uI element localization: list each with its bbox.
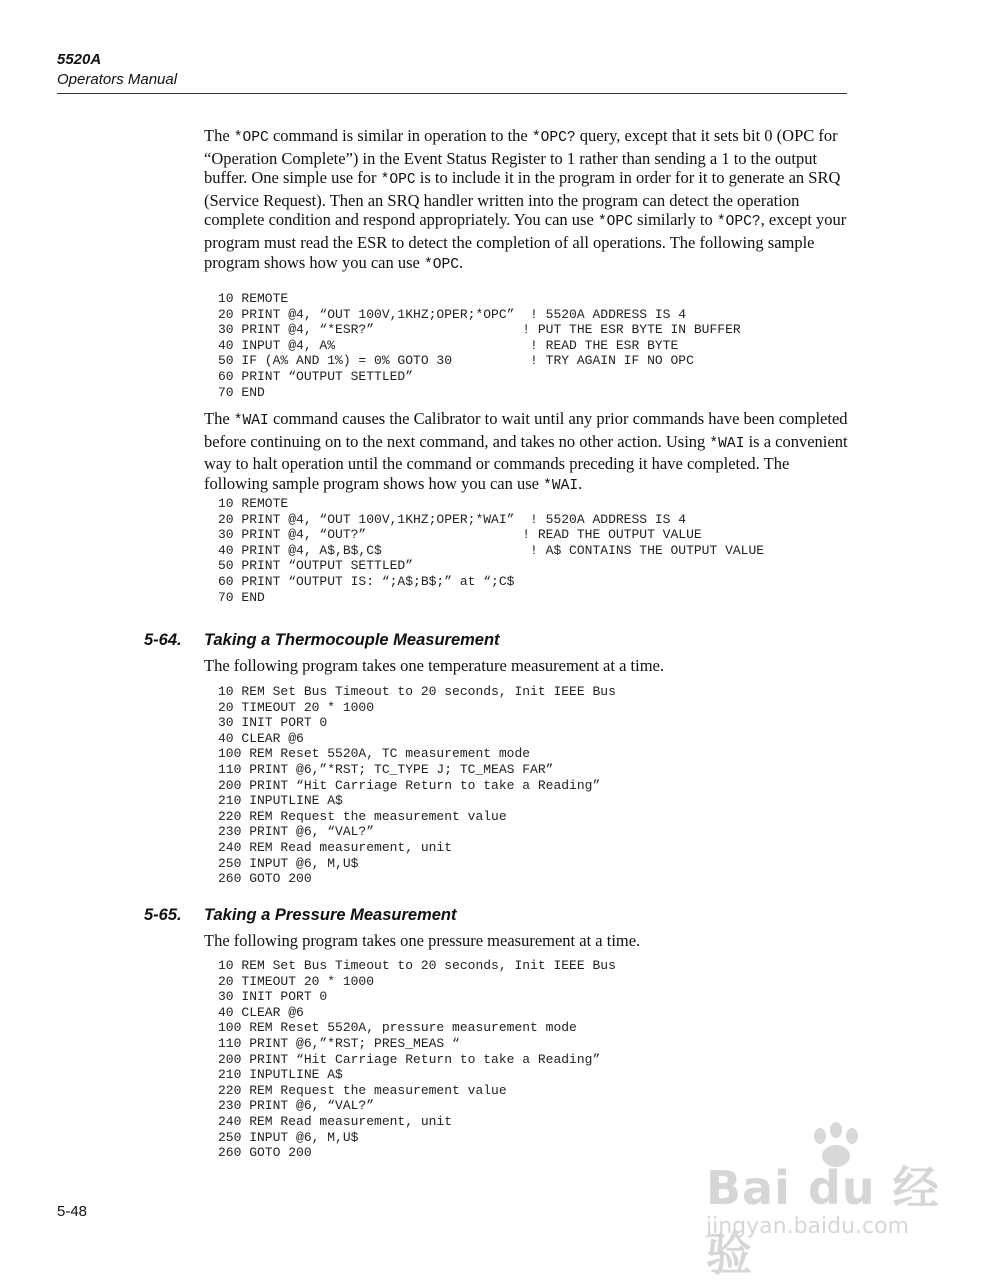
code-line: 20 TIMEOUT 20 * 1000 — [218, 699, 375, 715]
text-run: command causes the Calibrator to wait until any prior commands have been completed before continuing on to the next command, and takes no other action. Using — [204, 409, 848, 451]
text-run: command is similar in operation to the — [268, 126, 532, 145]
text-run: is a convenient way to halt operation until the command or commands preceding it have completed. The following sample program shows how you can use — [204, 431, 848, 493]
code-line: 100 REM Reset 5520A, TC measurement mode — [218, 746, 531, 762]
text-run: . — [578, 473, 583, 493]
text-run: , except your program must read the ESR to detect the completion of all operations. The following sample program shows how you can use — [204, 210, 847, 272]
code-line: 30 PRINT @4, “OUT?” ! READ THE OUTPUT VALUE — [218, 527, 702, 543]
code-line: 30 INIT PORT 0 — [218, 989, 328, 1005]
inline-code: *OPC — [380, 172, 416, 189]
inline-code: *OPC — [597, 214, 633, 231]
section-heading-5-65 — [144, 905, 457, 925]
inline-code: *WAI — [233, 413, 269, 429]
code-line: 230 PRINT @6, “VAL?” — [218, 824, 375, 840]
code-line: 210 INPUTLINE A$ — [218, 793, 343, 809]
code-line: 220 REM Request the measurement value — [218, 808, 507, 824]
inline-code: *OPC — [423, 256, 459, 273]
code-line: 250 INPUT @6, M,U$ — [218, 855, 359, 871]
code-line: 240 REM Read measurement, unit — [218, 1113, 453, 1129]
thermocouple-code-block — [218, 684, 616, 887]
code-line: 210 INPUTLINE A$ — [218, 1067, 343, 1083]
inline-code: *WAI — [543, 477, 579, 494]
code-line: 40 PRINT @4, A$,B$,C$ ! A$ CONTAINS THE OUTPUT VALUE — [218, 542, 765, 558]
watermark-brand: Bai du 经验 — [706, 1161, 940, 1281]
watermark-url: jingyan.baidu.com — [706, 1214, 910, 1239]
page-header — [57, 50, 177, 90]
code-line: 260 GOTO 200 — [218, 871, 312, 887]
code-line: 20 PRINT @4, “OUT 100V,1KHZ;OPER;*WAI” ! 5520A ADDRESS IS 4 — [218, 511, 687, 527]
text-run: is to include it in the program in order for it to generate an SRQ (Service Request). Then an SRQ handler written into the program can detect the operation complete condition and respond appropriately. You can use — [204, 168, 841, 230]
code-line: 70 END — [218, 384, 265, 400]
inline-code: *WAI — [709, 435, 745, 452]
header-model: 5520A — [57, 51, 102, 68]
text-run: The — [204, 126, 234, 145]
section-5-65-intro: The following program takes one pressure measurement at a time. — [204, 931, 641, 950]
code-line: 10 REM Set Bus Timeout to 20 seconds, Init IEEE Bus — [218, 684, 616, 699]
text-run: . — [459, 252, 464, 272]
code-line: 10 REMOTE — [218, 496, 289, 511]
section-title: Taking a Pressure Measurement — [204, 906, 457, 924]
text-run: query, except that it sets bit 0 (OPC for “Operation Complete”) in the Event Status Register to 1 rather than sending a 1 to the output buffer. One simple use for — [204, 126, 838, 188]
code-line: 40 CLEAR @6 — [218, 1004, 304, 1020]
code-line: 30 INIT PORT 0 — [218, 715, 328, 731]
code-line: 110 PRINT @6,”*RST; TC_TYPE J; TC_MEAS FAR” — [218, 761, 554, 777]
code-line: 50 PRINT “OUTPUT SETTLED” — [218, 558, 414, 574]
section-heading-5-64 — [144, 630, 500, 650]
header-manual-title: Operators Manual — [57, 71, 178, 88]
code-line: 200 PRINT “Hit Carriage Return to take a Reading” — [218, 777, 601, 793]
pressure-code-block — [218, 958, 616, 1161]
section-number: 5-64. — [144, 631, 182, 649]
code-line: 200 PRINT “Hit Carriage Return to take a Reading” — [218, 1051, 601, 1067]
code-line: 50 IF (A% AND 1%) = 0% GOTO 30 ! TRY AGAIN IF NO OPC — [218, 353, 694, 369]
code-line: 40 CLEAR @6 — [218, 730, 304, 746]
wai-paragraph — [204, 409, 854, 496]
code-line: 260 GOTO 200 — [218, 1145, 312, 1161]
header-rule — [57, 93, 847, 94]
code-line: 70 END — [218, 589, 265, 605]
opc-paragraph — [204, 126, 854, 275]
page-number: 5-48 — [57, 1203, 88, 1220]
code-line: 30 PRINT @4, “*ESR?” ! PUT THE ESR BYTE IN BUFFER — [218, 322, 741, 338]
text-run: similarly to — [632, 210, 717, 230]
wai-code-block — [218, 496, 764, 605]
code-line: 230 PRINT @6, “VAL?” — [218, 1098, 375, 1114]
text-run: The — [204, 409, 234, 428]
section-number: 5-65. — [144, 906, 182, 924]
inline-code: *OPC? — [716, 214, 761, 231]
code-line: 10 REM Set Bus Timeout to 20 seconds, Init IEEE Bus — [218, 958, 616, 973]
code-line: 100 REM Reset 5520A, pressure measurement mode — [218, 1020, 577, 1036]
section-title: Taking a Thermocouple Measurement — [204, 631, 500, 649]
inline-code: *OPC — [233, 130, 269, 146]
code-line: 20 TIMEOUT 20 * 1000 — [218, 973, 375, 989]
code-line: 220 REM Request the measurement value — [218, 1082, 507, 1098]
opc-code-block — [218, 291, 741, 400]
code-line: 10 REMOTE — [218, 291, 289, 306]
baidu-watermark — [700, 1148, 960, 1281]
code-line: 110 PRINT @6,”*RST; PRES_MEAS “ — [218, 1035, 460, 1051]
code-line: 240 REM Read measurement, unit — [218, 839, 453, 855]
code-line: 20 PRINT @4, “OUT 100V,1KHZ;OPER;*OPC” ! 5520A ADDRESS IS 4 — [218, 306, 687, 322]
code-line: 60 PRINT “OUTPUT IS: “;A$;B$;” at “;C$ — [218, 573, 515, 589]
code-line: 250 INPUT @6, M,U$ — [218, 1129, 359, 1145]
inline-code: *OPC? — [531, 130, 576, 146]
section-5-64-intro: The following program takes one temperature measurement at a time. — [204, 656, 664, 675]
code-line: 40 INPUT @4, A% ! READ THE ESR BYTE — [218, 337, 679, 353]
code-line: 60 PRINT “OUTPUT SETTLED” — [218, 368, 414, 384]
